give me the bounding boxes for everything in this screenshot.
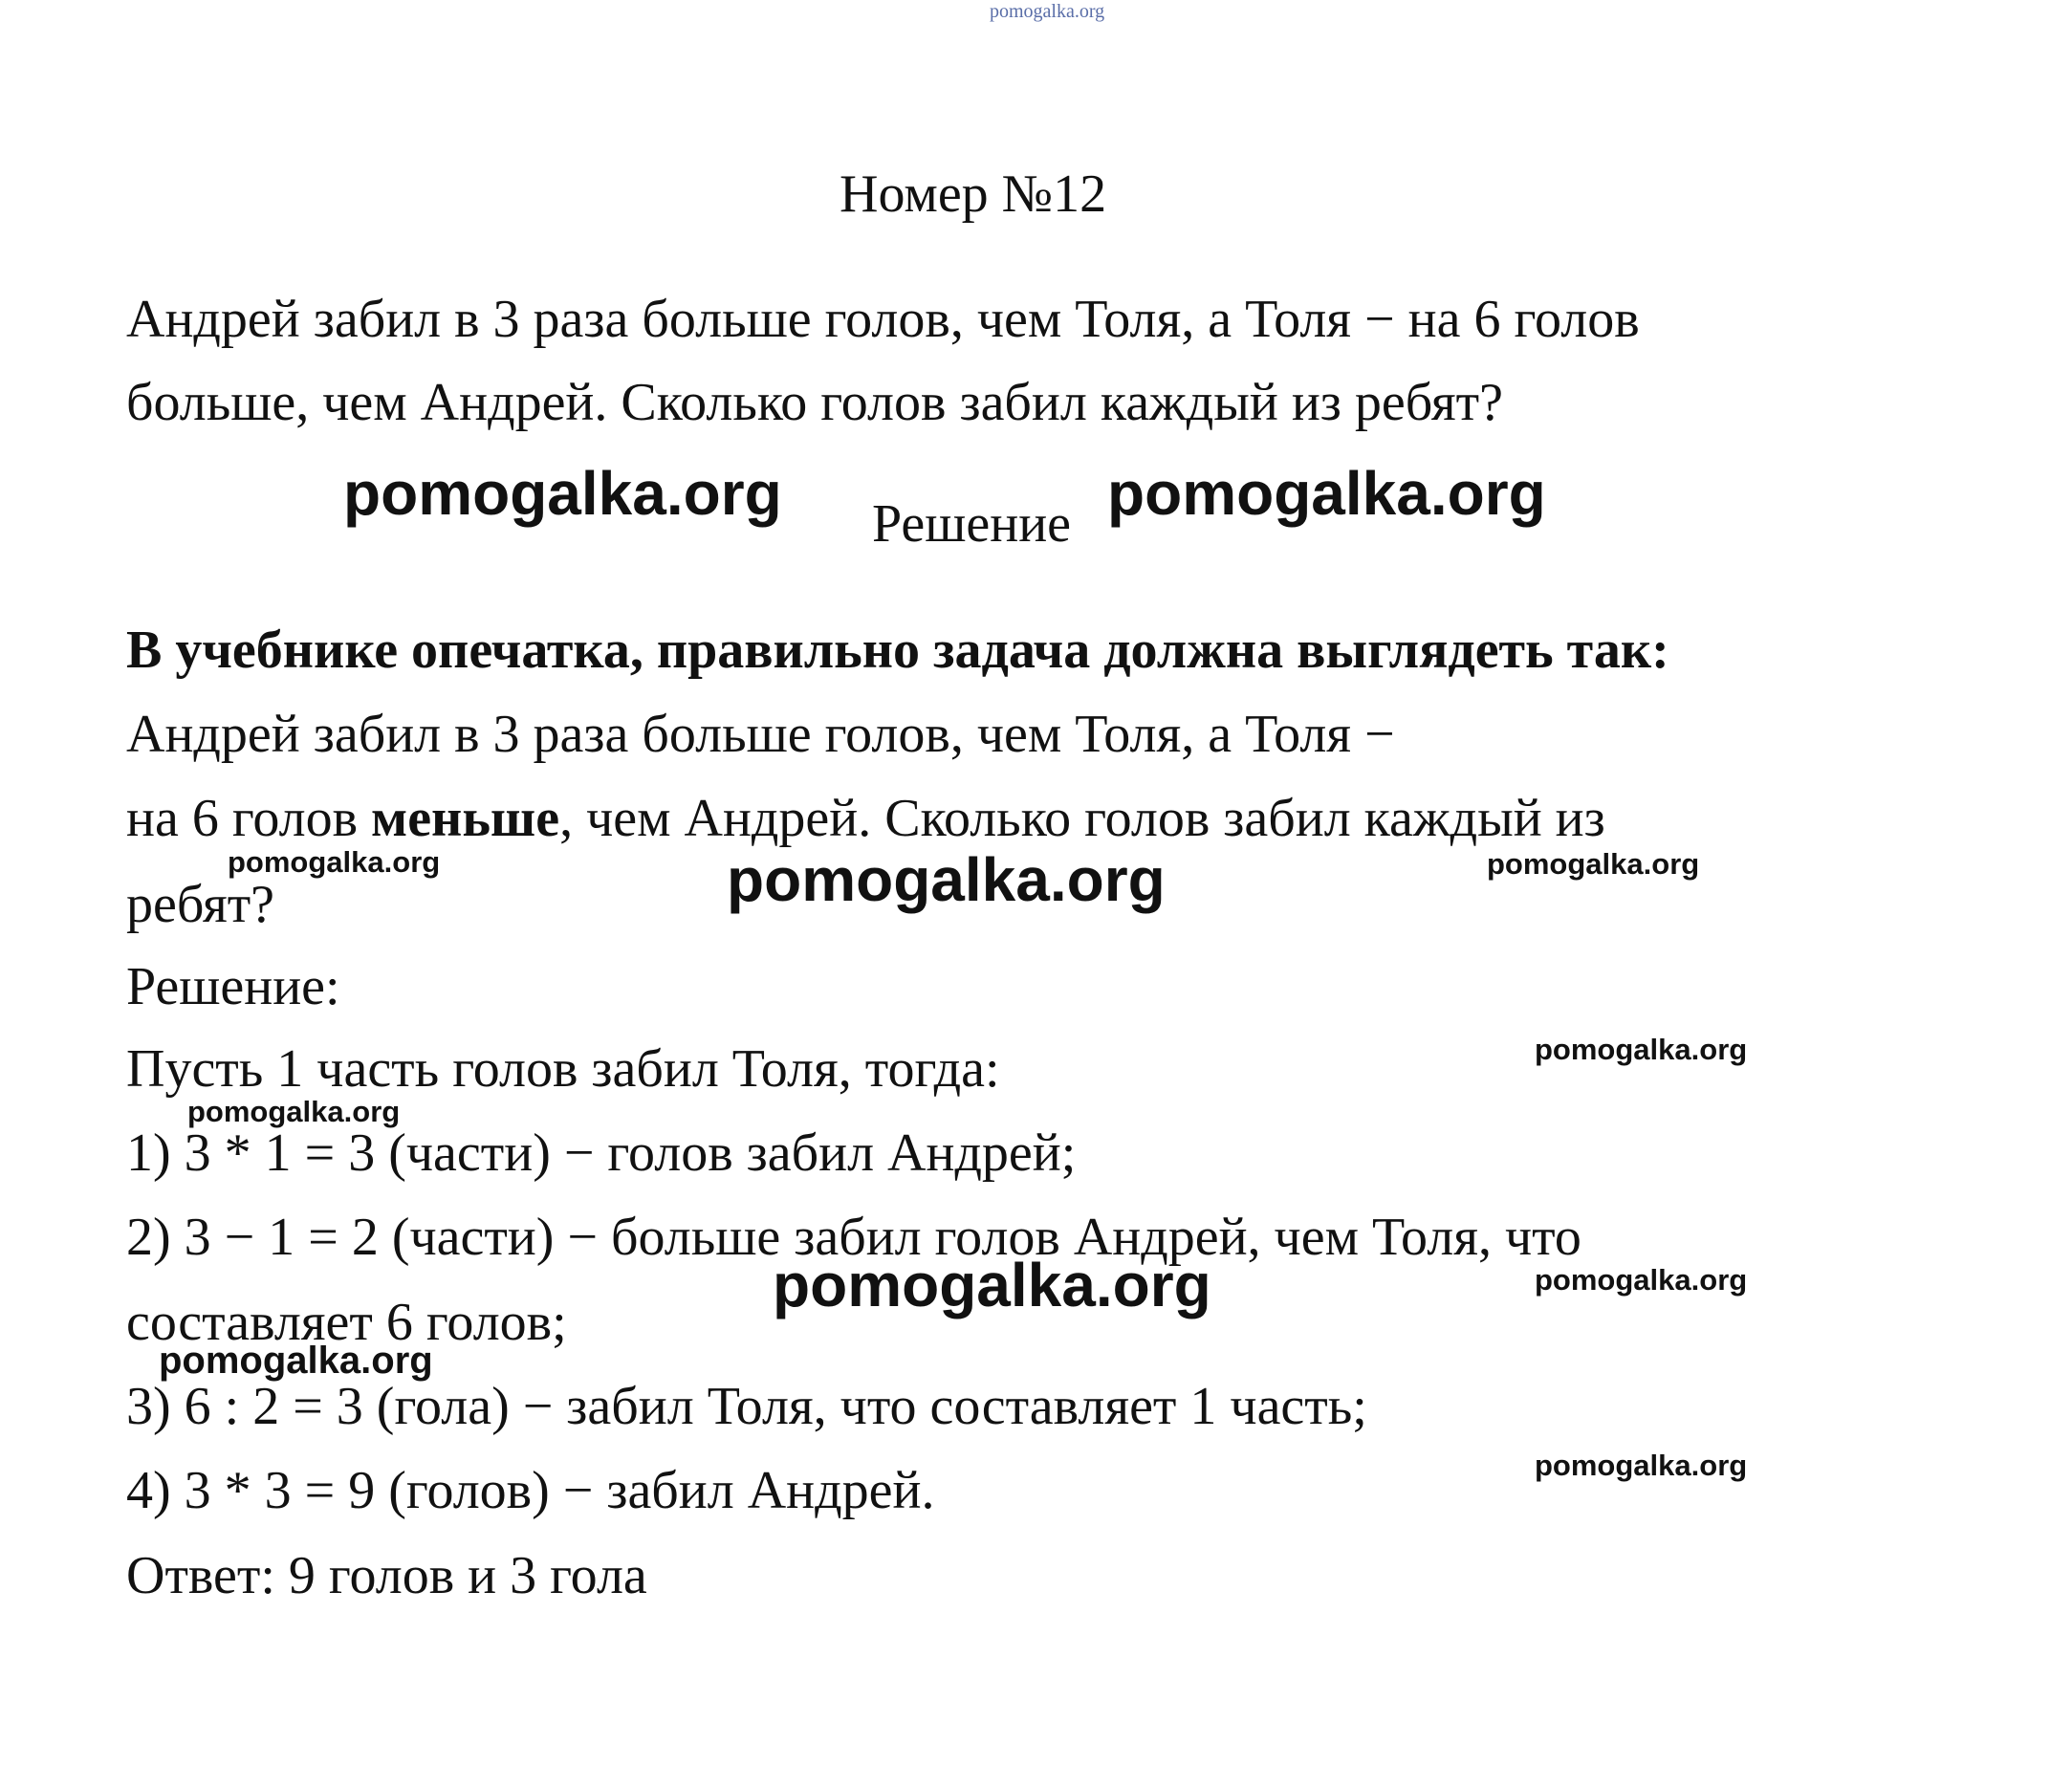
solution-step-1: 1) 3 * 1 = 3 (части) − голов забил Андрей; <box>126 1123 1077 1183</box>
watermark: pomogalka.org <box>343 459 782 528</box>
watermark: pomogalka.org <box>727 845 1166 914</box>
solution-step-3: 3) 6 : 2 = 3 (гола) − забил Толя, что составляет 1 часть; <box>126 1377 1367 1436</box>
solution-step-2-cont: составляет 6 голов; <box>126 1293 567 1352</box>
correction-note: В учебнике опечатка, правильно задача должна выглядеть так: <box>126 621 1669 680</box>
problem-line-1: Андрей забил в 3 раза больше голов, чем Толя, а Толя − на 6 голов <box>126 290 1640 349</box>
watermark: pomogalka.org <box>159 1340 433 1382</box>
solution-heading: Решение <box>872 494 1072 554</box>
correction-line-2-start: на 6 голов <box>126 789 372 848</box>
watermark: pomogalka.org <box>187 1095 401 1128</box>
solution-label: Решение: <box>126 957 340 1016</box>
watermark: pomogalka.org <box>1535 1263 1748 1297</box>
watermark: pomogalka.org <box>1535 1449 1748 1482</box>
watermark: pomogalka.org <box>773 1251 1211 1319</box>
watermark: pomogalka.org <box>1107 459 1546 528</box>
solution-intro: Пусть 1 часть голов забил Толя, тогда: <box>126 1039 1000 1099</box>
solution-step-2: 2) 3 − 1 = 2 (части) − больше забил голов Андрей, чем Толя, что <box>126 1208 1581 1267</box>
page-title: Номер №12 <box>840 164 1107 224</box>
watermark: pomogalka.org <box>1535 1033 1748 1066</box>
correction-line-2-end: , чем Андрей. Сколько голов забил каждый из <box>559 789 1605 848</box>
correction-line-2 <box>126 789 1605 848</box>
header-watermark: pomogalka.org <box>990 1 1105 22</box>
correction-line-1: Андрей забил в 3 раза больше голов, чем Толя, а Толя − <box>126 705 1395 764</box>
problem-line-2: больше, чем Андрей. Сколько голов забил каждый из ребят? <box>126 373 1503 432</box>
watermark: pomogalka.org <box>228 845 441 879</box>
correction-line-3: ребят? <box>126 875 275 934</box>
correction-emphasis: меньше <box>371 789 560 848</box>
solution-step-4: 4) 3 * 3 = 9 (голов) − забил Андрей. <box>126 1461 935 1520</box>
solution-answer: Ответ: 9 голов и 3 гола <box>126 1546 647 1605</box>
watermark: pomogalka.org <box>1487 847 1700 881</box>
